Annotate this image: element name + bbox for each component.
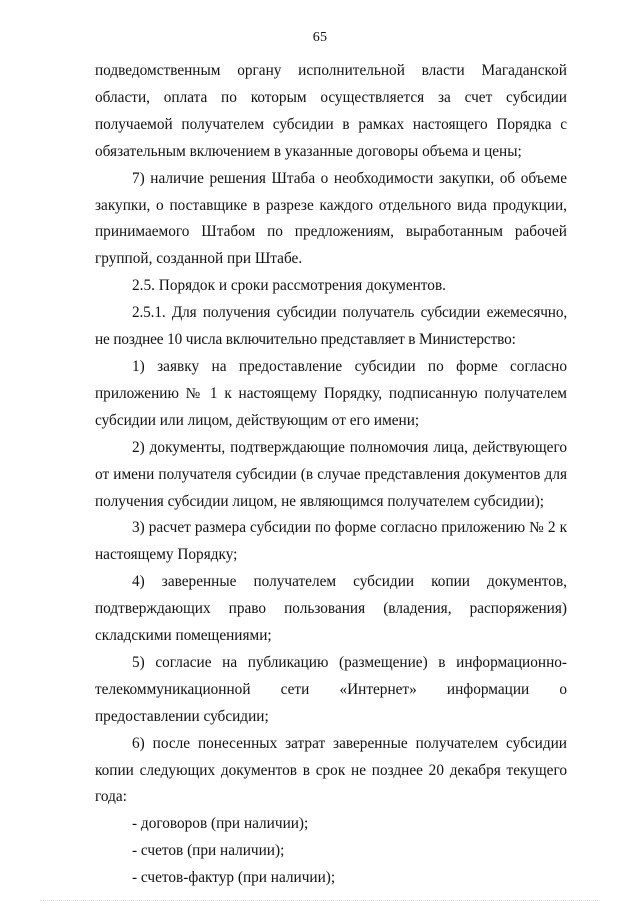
- paragraph-document-2: 2) документы, подтверждающие полномочия лица, действующего от имени получателя субсидии (в случае представления документов для получения субсидии лицом, не являющимся получателем субсидии);: [95, 438, 567, 510]
- paragraph-document-3: 3) расчет размера субсидии по форме согласно приложению № 2 к настоящему Порядку;: [95, 519, 567, 564]
- paragraph-document-4: 4) заверенные получателем субсидии копии документов, подтверждающих право пользования (владения, распоряжения) складскими помещениями;: [95, 573, 567, 645]
- list-item: - счетов-фактур (при наличии);: [132, 869, 336, 887]
- paragraph-item-7: 7) наличие решения Штаба о необходимости закупки, об объеме закупки, о поставщике в разрезе каждого отдельного вида продукции, принимаемого Штабом по предложениям, выработанным рабочей группой, созданной при Штабе.: [95, 169, 567, 268]
- list-item: - договоров (при наличии);: [132, 815, 309, 833]
- page-number: 65: [312, 30, 328, 45]
- scan-edge-line: [40, 899, 600, 901]
- paragraph-continuation: подведомственным органу исполнительной власти Магаданской области, оплата по которым осуществляется за счет субсидии получаемой получателем субсидии в рамках настоящего Порядка с обязательным включением в указанные договоры объема и цены;: [95, 62, 567, 160]
- paragraph-section-2-5: 2.5. Порядок и сроки рассмотрения документов.: [132, 277, 446, 295]
- document-body: [95, 58, 567, 892]
- paragraph-document-1: 1) заявку на предоставление субсидии по форме согласно приложению № 1 к настоящему Порядку, подписанную получателем субсидии или лицом, действующим от его имени;: [95, 357, 567, 429]
- paragraph-document-6: 6) после понесенных затрат заверенные получателем субсидии копии следующих документов в срок не позднее 20 декабря текущего года:: [95, 734, 567, 806]
- paragraph-document-5: 5) согласие на публикацию (размещение) в информационно-телекоммуникационной сети «Интернет» информации о предоставлении субсидии;: [95, 653, 567, 725]
- list-item: - счетов (при наличии);: [132, 842, 285, 860]
- paragraph-section-2-5-1: 2.5.1. Для получения субсидии получатель субсидии ежемесячно, не позднее 10 числа включительно представляет в Министерство:: [95, 304, 567, 349]
